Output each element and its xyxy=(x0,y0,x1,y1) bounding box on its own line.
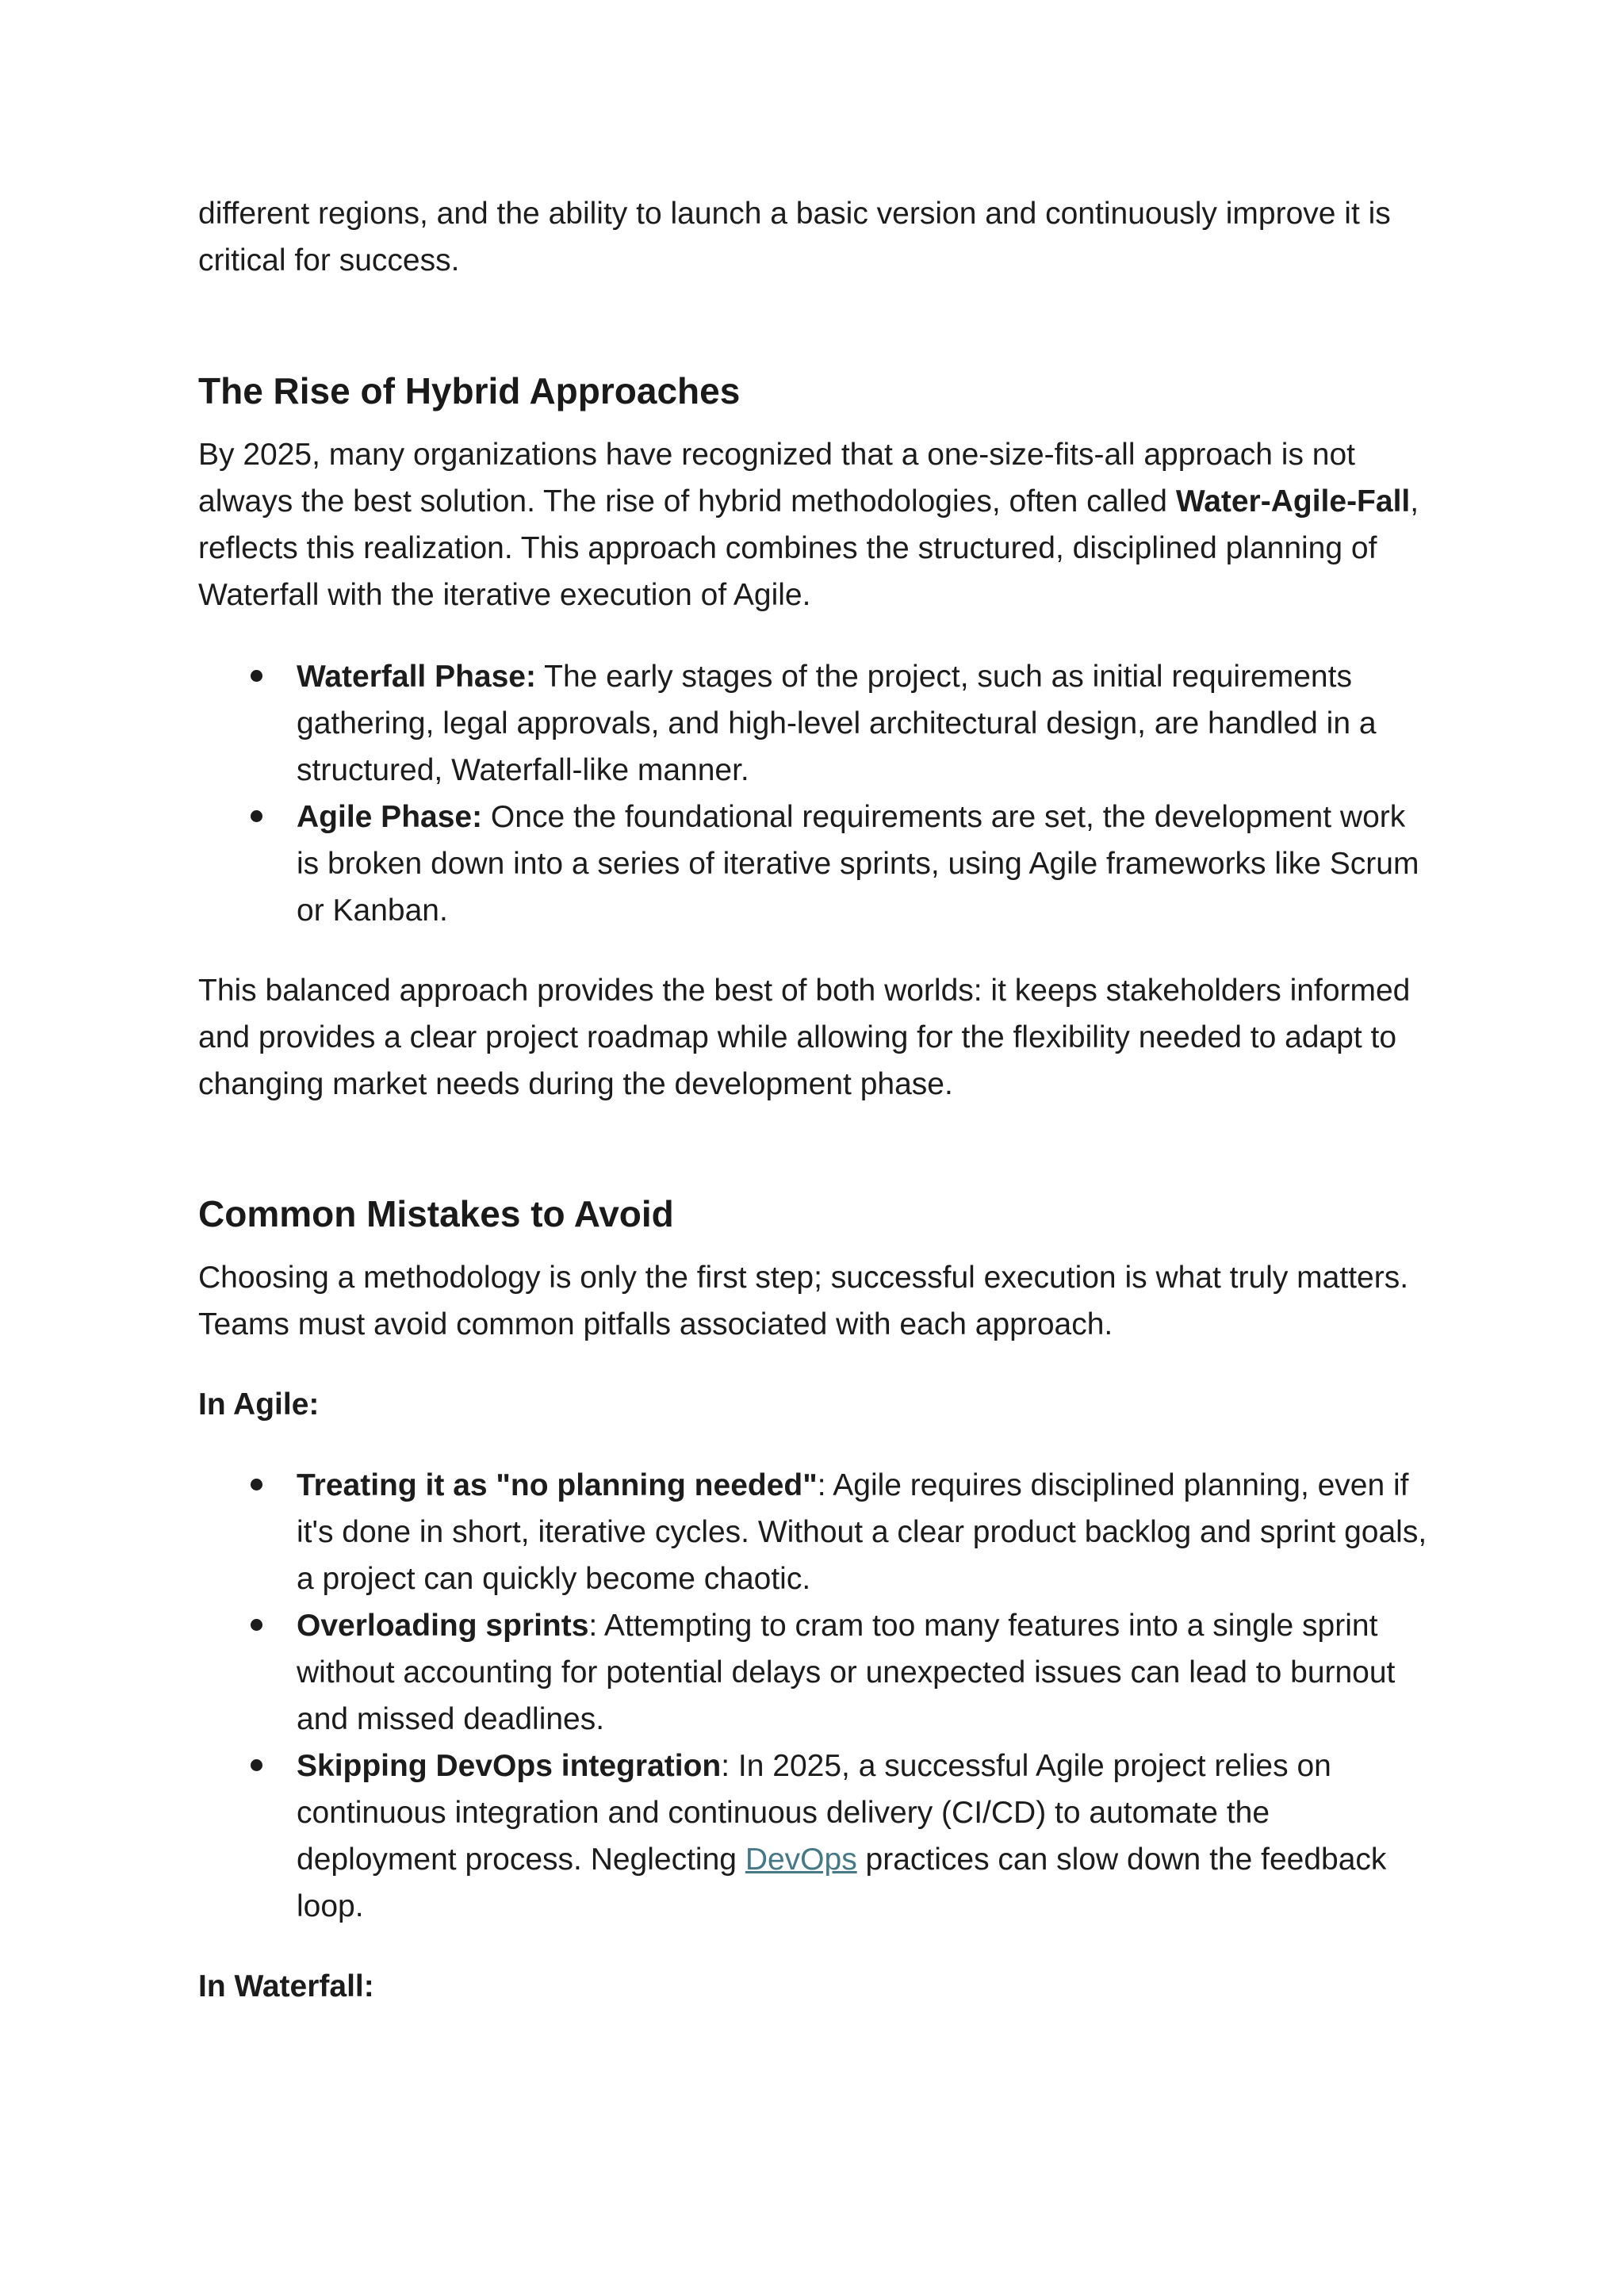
list-item-term: Agile Phase: xyxy=(297,800,483,834)
list-item-text: : Attempting to cram too many features into a single sprint without accounting for potential delays or unexpected issues can lead to burnout and missed deadlines. xyxy=(297,1609,1396,1736)
bullet-icon xyxy=(251,670,262,682)
mistakes-heading: Common Mistakes to Avoid xyxy=(198,1193,674,1234)
list-item-text: Once the foundational requirements are set, the development work is broken down into a series of iterative sprints, using Agile frameworks like Scrum or Kanban. xyxy=(297,800,1419,928)
list-item xyxy=(198,1602,1435,1743)
list-item-text: The early stages of the project, such as initial requirements gathering, legal approvals, and high-level architectural design, are handled in a structured, Waterfall-like manner. xyxy=(297,660,1377,787)
hybrid-paragraph-text-2: , reflects this realization. This approach combines the structured, disciplined planning of Waterfall with the iterative execution of Agile. xyxy=(198,484,1419,612)
hybrid-paragraph xyxy=(198,431,1427,618)
bullet-icon xyxy=(251,1759,262,1771)
list-item xyxy=(198,1743,1435,1930)
list-item-text: : Agile requires disciplined planning, even if it's done in short, iterative cycles. Without a clear product backlog and sprint goals, a project can quickly become chaotic. xyxy=(297,1468,1427,1596)
in-agile-label: In Agile: xyxy=(198,1387,320,1422)
intro-continuation-paragraph: different regions, and the ability to launch a basic version and continuously improve it is critical for success. xyxy=(198,197,1391,277)
document-page xyxy=(198,190,1451,2010)
list-item-term: Treating it as "no planning needed" xyxy=(297,1468,818,1502)
list-item-term: Overloading sprints xyxy=(297,1609,589,1643)
list-item-text: practices can slow down the feedback loop. xyxy=(297,1843,1387,1923)
water-agile-fall-term: Water-Agile-Fall xyxy=(1175,484,1411,519)
balanced-approach-paragraph: This balanced approach provides the best of both worlds: it keeps stakeholders informed and provides a clear project roadmap while allowing for the flexibility needed to adapt to changing market needs during the development phase. xyxy=(198,974,1411,1101)
list-item-term: Waterfall Phase: xyxy=(297,660,536,694)
bullet-icon xyxy=(251,1619,262,1631)
agile-mistakes-list xyxy=(198,1462,1435,1930)
hybrid-heading: The Rise of Hybrid Approaches xyxy=(198,370,741,411)
bullet-icon xyxy=(251,810,262,822)
list-item xyxy=(198,1462,1435,1602)
hybrid-phase-list xyxy=(198,653,1435,934)
list-item xyxy=(198,653,1435,794)
list-item-text: : In 2025, a successful Agile project relies on continuous integration and continuous delivery (CI/CD) to automate the deployment process. Neglecting xyxy=(297,1749,1331,1877)
list-item xyxy=(198,794,1435,934)
bullet-icon xyxy=(251,1479,262,1490)
in-waterfall-label: In Waterfall: xyxy=(198,1969,374,2003)
list-item-term: Skipping DevOps integration xyxy=(297,1749,722,1783)
hybrid-paragraph-text-1: By 2025, many organizations have recognized that a one-size-fits-all approach is not always the best solution. The rise of hybrid methodologies, often called xyxy=(198,438,1355,519)
devops-link[interactable]: DevOps xyxy=(745,1843,857,1877)
mistakes-intro-paragraph: Choosing a methodology is only the first step; successful execution is what truly matters. Teams must avoid common pitfalls associated with each approach. xyxy=(198,1261,1409,1341)
